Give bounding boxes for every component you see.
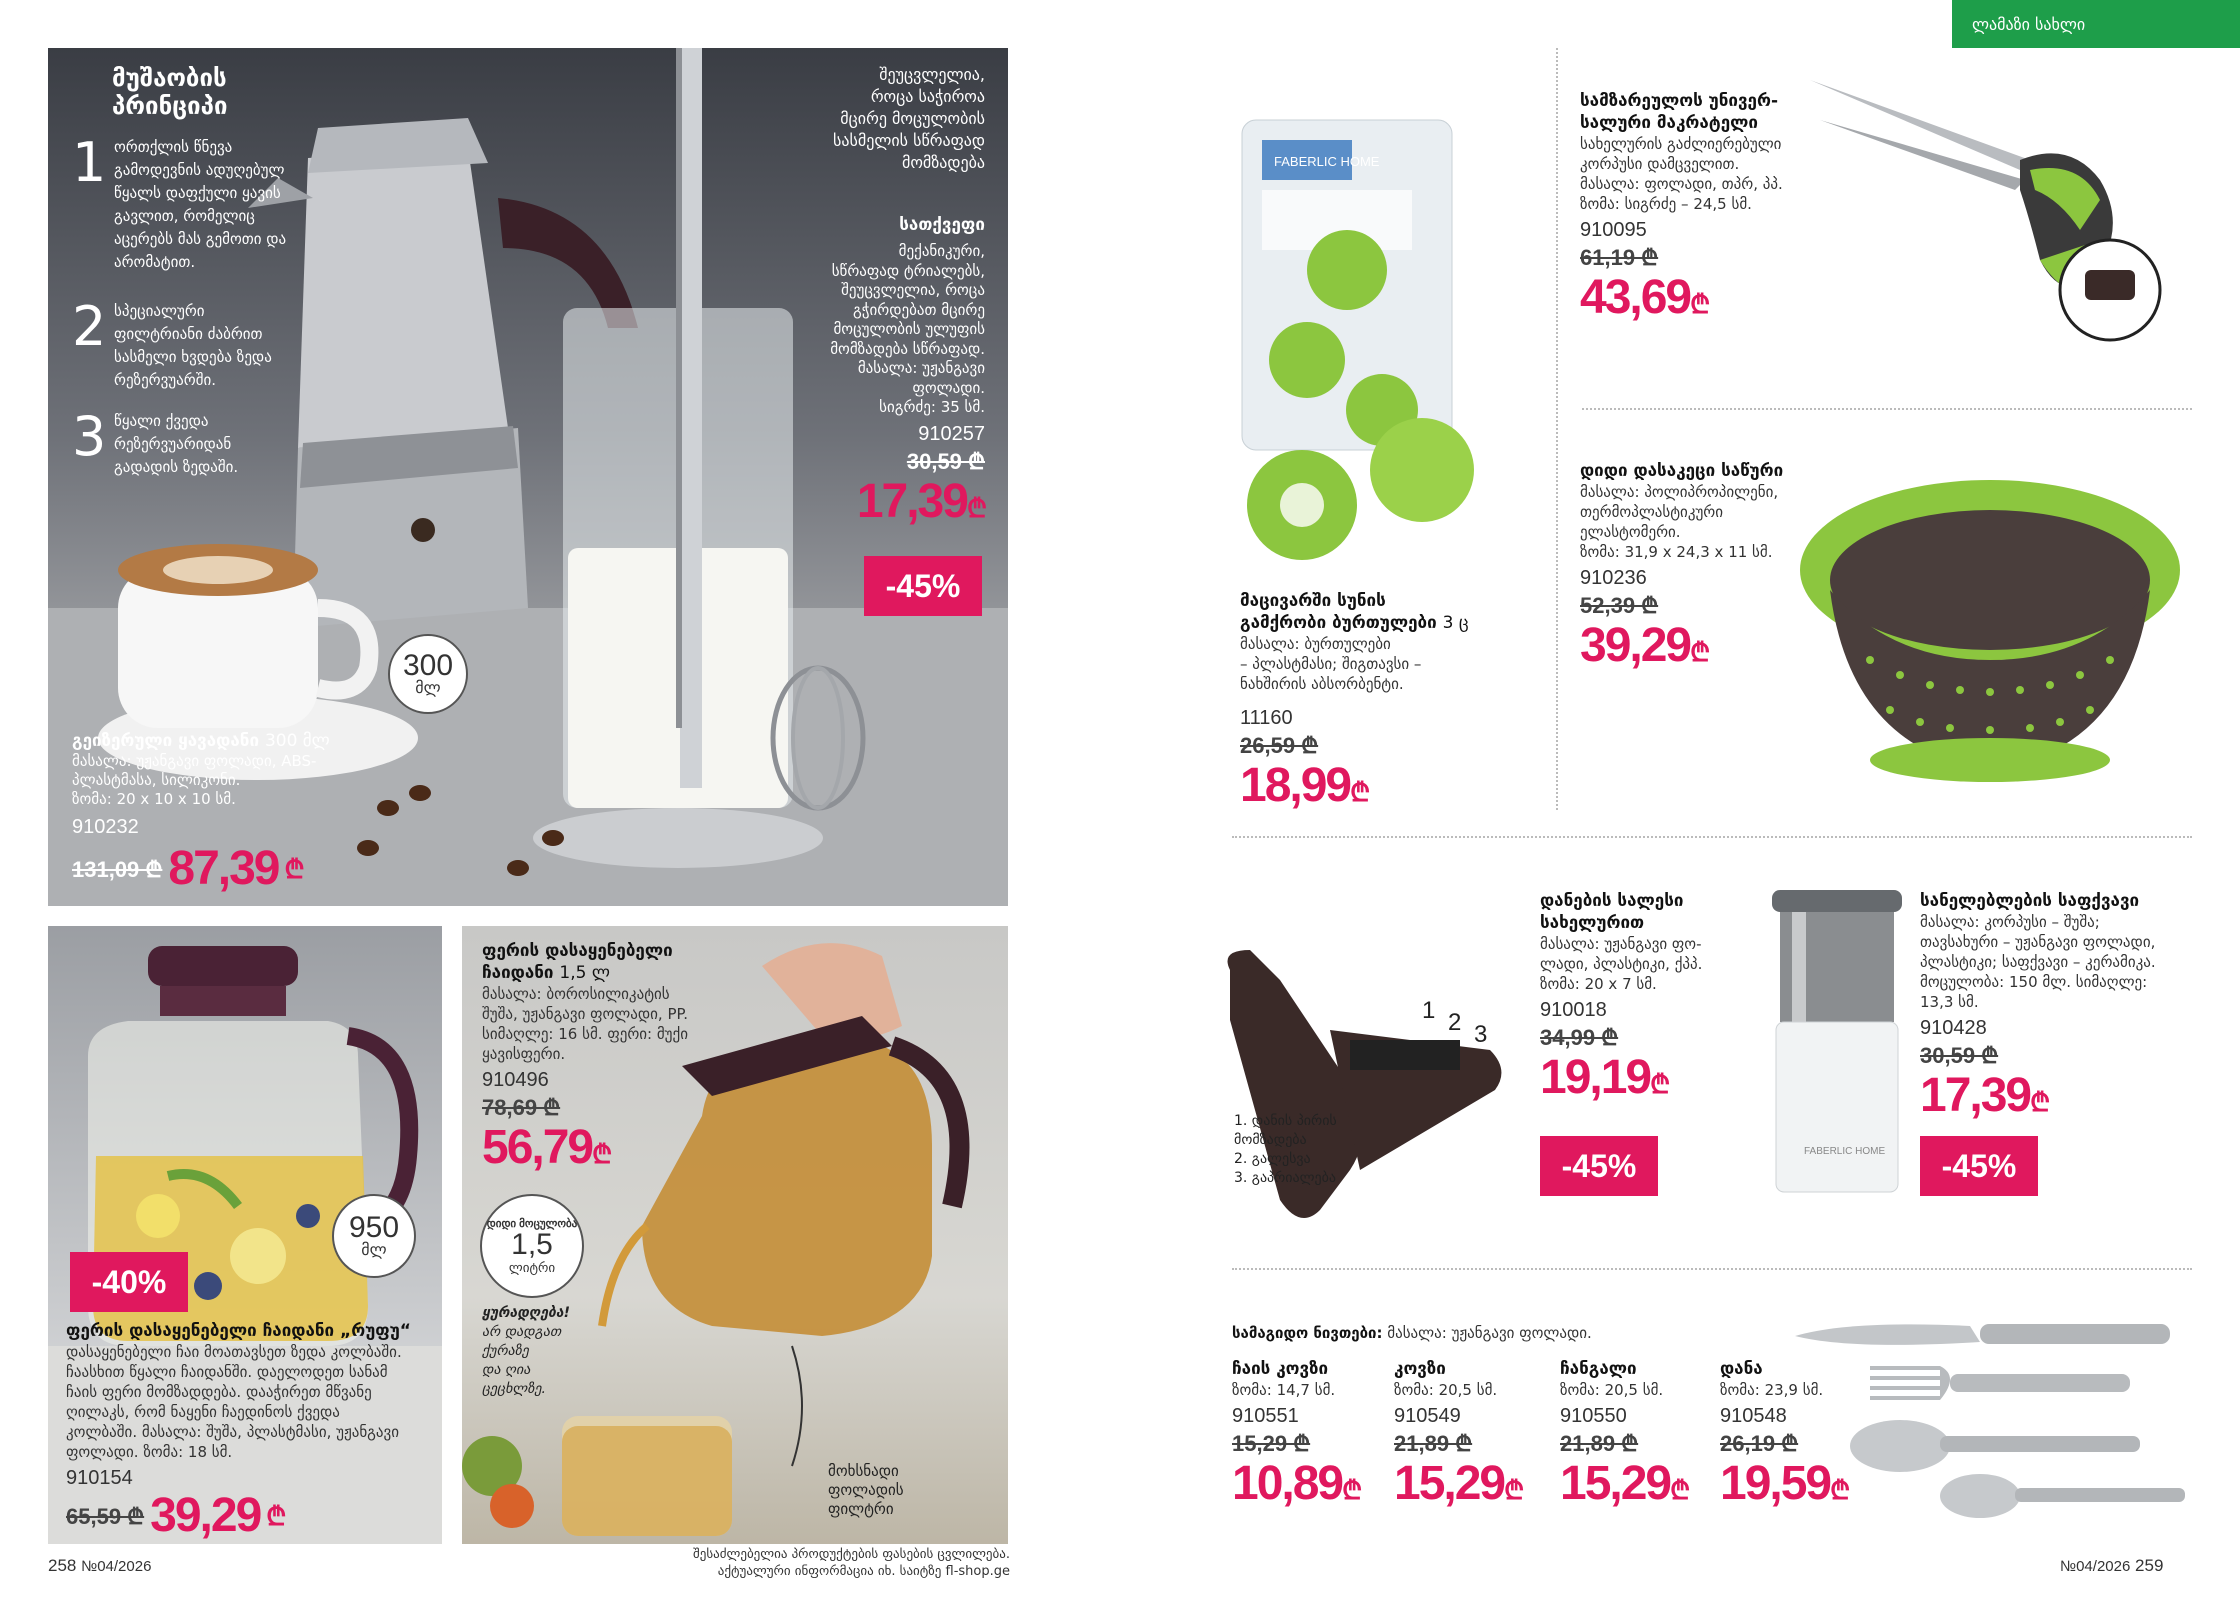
cutlery-heading-title: სამაგიდო ნივთები: [1232, 1324, 1383, 1342]
colander-desc-4: ზომა: 31,9 x 24,3 x 11 სმ. [1580, 543, 1773, 561]
principle-title-line1: მუშაობის [112, 64, 227, 92]
rufus-title: ფერის დასაყენებელი ჩაიდანი „რუფუ“ [66, 1321, 411, 1341]
colander-old-price: 52,39 ₾ [1580, 593, 1659, 618]
knife-title: დანა [1720, 1359, 1763, 1379]
frother-desc-6: მომზადება სწრაფად. [830, 339, 985, 358]
frother-old-price: 30,59 ₾ [906, 448, 985, 474]
coffee-currency: ₾ [284, 854, 303, 884]
rufus-desc-5: კოლბაში. მასალა: შუშა, პლასტმასი, უჟანგავი [66, 1423, 399, 1441]
large-volume-badge [480, 1194, 584, 1298]
sharpener-legend-3: 2. გალესვა [1234, 1151, 1311, 1167]
sharpener-desc-1: მასალა: უჟანგავი ფო- [1540, 935, 1702, 953]
frother-currency: ₾ [966, 492, 985, 523]
fridge-balls-old-price: 26,59 ₾ [1240, 733, 1319, 758]
grinder-desc-3: პლასტიკი; საფქვავი – კერამიკა. [1920, 953, 2156, 971]
rufus-volume-unit: მლ [361, 1242, 387, 1259]
fridge-balls-new-price: 18,99 [1240, 759, 1351, 812]
frother-desc-1: მექანიკური, [898, 242, 985, 260]
fridge-balls-title-1: მაცივარში სუნის [1240, 591, 1386, 611]
frother-new-price: 17,39 [856, 474, 967, 528]
step-1-number: 1 [72, 131, 107, 194]
glass-teapot-new-price: 56,79 [482, 1121, 593, 1174]
coffee-new-price: 87,39 [168, 842, 279, 895]
step-2-number: 2 [72, 295, 107, 358]
coffee-desc-3: ზომა: 20 x 10 x 10 სმ. [72, 790, 236, 808]
divider-bottom [1232, 1268, 2192, 1270]
rufus-desc-1: დასაყენებელი ჩაი მოათავსეთ ზედა კოლბაში. [66, 1343, 402, 1361]
frother-intro [760, 64, 985, 174]
filter-label [828, 1462, 948, 1519]
sharpener-code: 910018 [1540, 999, 1607, 1021]
fridge-balls-desc-1: მასალა: ბურთულები [1240, 635, 1391, 653]
fork-size: ზომა: 20,5 სმ. [1560, 1381, 1664, 1399]
frother-desc-2: სწრაფად ტრიალებს, [831, 261, 985, 280]
rufus-product-info [66, 1320, 436, 1542]
coffee-volume-badge [388, 634, 468, 714]
step-3-text: წყალი ქვედა რეზერვუარიდან გადადის ზედაში. [114, 412, 239, 476]
grinder-currency: ₾ [2030, 1087, 2049, 1117]
fridge-balls-product-info [1240, 590, 1540, 818]
coffee-title-volume: 300 მლ [264, 731, 330, 751]
grinder-label: FABERLIC HOME [1804, 1146, 1886, 1157]
fridge-balls-desc-3: ნახშირის აბსორბენტი. [1240, 675, 1404, 693]
glass-teapot-desc-3: სიმაღლე: 16 სმ. ფერი: მუქი [482, 1025, 688, 1043]
coffee-code: 910232 [72, 816, 139, 838]
coffee-old-price: 131,09 ₾ [72, 857, 163, 882]
sharpener-new-price: 19,19 [1540, 1051, 1651, 1104]
scissors-old-price: 61,19 ₾ [1580, 245, 1659, 270]
teaspoon-title: ჩაის კოვზი [1232, 1359, 1329, 1379]
fridge-balls-title-2: გამქრობი ბურთულები [1240, 613, 1437, 633]
rufus-volume-number: 950 [348, 1211, 400, 1244]
sharpener-title-2: სახელურით [1540, 913, 1645, 933]
knife-old-price: 26,19 ₾ [1720, 1431, 1799, 1456]
frother-intro-1: შეუცვლელია, [879, 65, 985, 84]
spoon-code: 910549 [1394, 1405, 1461, 1427]
scissors-title-1: სამზარეულოს უნივერ- [1580, 91, 1779, 111]
glass-teapot-desc-1: მასალა: ბოროსილიკატის [482, 985, 670, 1003]
glass-teapot-product-info [482, 940, 722, 1180]
glass-teapot-desc-4: ყავისფერი. [482, 1045, 566, 1063]
colander-desc-3: ელასტომერი. [1580, 523, 1681, 541]
rufus-old-price: 65,59 ₾ [66, 1504, 145, 1529]
cutlery-item-fork [1560, 1358, 1720, 1516]
fork-currency: ₾ [1670, 1475, 1689, 1505]
rufus-discount-badge: -40% [70, 1252, 188, 1312]
rufus-code: 910154 [66, 1467, 133, 1489]
knife-currency: ₾ [1830, 1475, 1849, 1505]
footer-disclaimer [640, 1546, 1010, 1580]
frother-discount-badge: -45% [864, 556, 982, 616]
knife-code: 910548 [1720, 1405, 1787, 1427]
frother-desc-7: მასალა: უჟანგავი [857, 359, 985, 377]
principle-title-line2: პრინციპი [112, 92, 228, 120]
step-1-text: ორთქლის წნევა გამოდევნის ადუღებულ წყალს დაფქული ყავის გავლით, რომელიც აცერებს მას გემოთი და არომატით. [114, 138, 287, 271]
teaspoon-code: 910551 [1232, 1405, 1299, 1427]
filter-label-3: ფილტრი [828, 1500, 894, 1518]
principle-title [112, 64, 227, 120]
glass-teapot-note [482, 1304, 602, 1399]
sharpener-legend [1234, 1112, 1384, 1188]
cutlery-item-spoon [1394, 1358, 1554, 1516]
colander-desc-1: მასალა: პოლიპროპილენი, [1580, 483, 1779, 501]
frother-code: 910257 [918, 422, 985, 445]
teaspoon-currency: ₾ [1342, 1475, 1361, 1505]
right-page-issue: №04/2026 [2060, 1558, 2131, 1575]
coffee-desc-2: პლასტმასა, სილიკონი. [72, 771, 241, 789]
fork-new-price: 15,29 [1560, 1457, 1671, 1510]
scissors-desc-2: კორპუსი დამცველით. [1580, 155, 1740, 173]
teaspoon-size: ზომა: 14,7 სმ. [1232, 1381, 1336, 1399]
colander-image [1790, 470, 2190, 790]
glass-teapot-note-2: ქურაზე [482, 1343, 529, 1359]
grinder-desc-1: მასალა: კორპუსი – შუშა; [1920, 913, 2100, 931]
rufus-desc-3: ჩაის ფერი მომზადდება. დააჭირეთ მწვანე [66, 1383, 372, 1401]
knife-new-price: 19,59 [1720, 1457, 1831, 1510]
fridge-balls-currency: ₾ [1350, 777, 1369, 807]
colander-new-price: 39,29 [1580, 619, 1691, 672]
rufus-new-price: 39,29 [150, 1489, 261, 1542]
grinder-desc-2: თავსახური – უჟანგავი ფოლადი, [1920, 933, 2156, 951]
footer-disclaimer-1: შესაძლებელია პროდუქტების ფასების ცვლილება. [693, 1547, 1010, 1562]
fridge-balls-qty: 3 ც [1442, 613, 1469, 633]
frother-product-info [780, 214, 985, 534]
frother-intro-3: მცირე მოცულობის [840, 109, 985, 128]
scissors-desc-1: სახელურის გაძლიერებული [1580, 135, 1782, 153]
right-page-num: 259 [2135, 1556, 2164, 1575]
rufus-desc-4: ღილაკს, რომ ნაყენი ჩაედინოს ქვედა [66, 1403, 340, 1421]
sharpener-title-1: დანების სალესი [1540, 891, 1684, 911]
large-volume-number: 1,5 [511, 1227, 553, 1261]
divider-top-right [1582, 408, 2192, 410]
knife-size: ზომა: 23,9 სმ. [1720, 1381, 1824, 1399]
grinder-desc-5: 13,3 სმ. [1920, 993, 1979, 1011]
left-page-num: 258 [48, 1556, 77, 1575]
rufus-desc-2: ჩაასხით წყალი ჩაიდანში. დაელოდეთ სანამ [66, 1363, 388, 1381]
cutlery-item-teaspoon [1232, 1358, 1392, 1516]
sharpener-product-info [1540, 890, 1760, 1110]
sharpener-legend-2: მომზადება [1234, 1132, 1307, 1148]
teaspoon-new-price: 10,89 [1232, 1457, 1343, 1510]
coffee-volume-number: 300 [402, 649, 454, 682]
glass-teapot-title-volume: 1,5 ლ [559, 963, 610, 983]
filter-label-1: მოხსნადი [828, 1462, 899, 1480]
coffee-desc-1: მასალა: უჟანგავი ფოლადი, ABS- [72, 752, 317, 770]
grinder-product-info [1920, 890, 2190, 1128]
frother-intro-5: მომზადება [901, 153, 985, 172]
grinder-title: სანელებლების საფქვავი [1920, 891, 2140, 911]
grinder-code: 910428 [1920, 1017, 1987, 1039]
step-2-text: სპეციალური ფილტრიანი ძაბრით სასმელი ხვდება ზედა რეზერვუარში. [114, 302, 272, 389]
glass-teapot-old-price: 78,69 ₾ [482, 1095, 561, 1120]
cutlery-heading [1232, 1324, 1592, 1342]
step-3-number: 3 [72, 405, 107, 468]
frother-intro-2: როცა საჭიროა [870, 87, 985, 106]
spoon-size: ზომა: 20,5 სმ. [1394, 1381, 1498, 1399]
glass-teapot-currency: ₾ [592, 1139, 611, 1169]
grinder-old-price: 30,59 ₾ [1920, 1043, 1999, 1068]
sharpener-old-price: 34,99 ₾ [1540, 1025, 1619, 1050]
sharpener-legend-4: 3. გაპრიალება [1234, 1170, 1337, 1186]
filter-label-2: ფოლადის [828, 1481, 904, 1499]
colander-title: დიდი დასაკეცი საწური [1580, 461, 1784, 481]
left-page-issue: №04/2026 [81, 1558, 152, 1575]
frother-desc-3: შეუცვლელია, როცა [841, 281, 985, 299]
large-volume-arc-text: დიდი მოცულობა [486, 1217, 578, 1230]
rufus-currency: ₾ [266, 1501, 285, 1531]
fork-old-price: 21,89 ₾ [1560, 1431, 1639, 1456]
fridge-balls-desc-2: – პლასტმასი; შიგთავსი – [1240, 655, 1422, 673]
glass-teapot-note-title: ყურადღება! [482, 1305, 571, 1321]
scissors-title-2: სალური მაკრატელი [1580, 113, 1758, 133]
sharpener-legend-1: 1. დანის პირის [1234, 1113, 1337, 1129]
colander-currency: ₾ [1690, 637, 1709, 667]
frother-desc-4: გჭირდებათ მცირე [853, 300, 985, 319]
section-tab[interactable]: ლამაზი სახლი [1952, 0, 2240, 48]
footer-disclaimer-2: აქტუალური ინფორმაცია იხ. საიტზე fl-shop.ge [717, 1564, 1010, 1579]
glass-teapot-desc-2: შუშა, უჟანგავი ფოლადი, PP. [482, 1005, 688, 1023]
coffee-title: გეიზერული ყავადანი [72, 731, 260, 751]
frother-title: სათქვეფი [899, 215, 985, 235]
slot-number-2: 2 [1448, 1009, 1462, 1036]
glass-teapot-note-3: და ღია [482, 1362, 531, 1378]
sharpener-discount-badge: -45% [1540, 1136, 1658, 1196]
glass-teapot-title-1: ფერის დასაყენებელი [482, 941, 673, 961]
grinder-desc-4: მოცულობა: 150 მლ. სიმაღლე: [1920, 973, 2148, 991]
rufus-desc-6: ფოლადი. ზომა: 18 სმ. [66, 1443, 233, 1461]
spoon-old-price: 21,89 ₾ [1394, 1431, 1473, 1456]
scissors-new-price: 43,69 [1580, 271, 1691, 324]
cutlery-heading-material: მასალა: უჟანგავი ფოლადი. [1387, 1324, 1592, 1342]
grinder-image [1762, 890, 1912, 1200]
glass-teapot-note-4: ცეცხლზე. [482, 1381, 546, 1397]
colander-desc-2: თერმოპლასტიკური [1580, 503, 1724, 521]
right-page-number [2060, 1556, 2163, 1576]
slot-number-3: 3 [1474, 1021, 1488, 1048]
slot-number-1: 1 [1422, 997, 1436, 1024]
scissors-currency: ₾ [1690, 289, 1709, 319]
glass-teapot-title-2: ჩაიდანი [482, 963, 554, 983]
frother-desc-8: ფოლადი. [912, 378, 985, 397]
divider-vertical [1556, 48, 1558, 810]
spoon-title: კოვზი [1394, 1359, 1446, 1379]
spoon-new-price: 15,29 [1394, 1457, 1505, 1510]
fridge-pack-brand: FABERLIC HOME [1274, 154, 1380, 169]
cutlery-image [1790, 1306, 2190, 1526]
scissors-code: 910095 [1580, 219, 1647, 241]
fridge-balls-code: 11160 [1240, 707, 1293, 729]
rufus-volume-badge [332, 1194, 416, 1278]
sharpener-desc-2: ლადი, პლასტიკი, ქპპ. [1540, 955, 1703, 973]
glass-teapot-note-1: არ დადგათ [482, 1324, 562, 1340]
fork-code: 910550 [1560, 1405, 1627, 1427]
spoon-currency: ₾ [1504, 1475, 1523, 1505]
scissors-desc-4: ზომა: სიგრძე – 24,5 სმ. [1580, 195, 1752, 213]
glass-teapot-code: 910496 [482, 1069, 549, 1091]
colander-code: 910236 [1580, 567, 1647, 589]
frother-desc-5: მოცულობის ულუფის [833, 320, 985, 338]
coffee-volume-unit: მლ [415, 680, 441, 697]
teaspoon-old-price: 15,29 ₾ [1232, 1431, 1311, 1456]
grinder-discount-badge: -45% [1920, 1136, 2038, 1196]
fork-title: ჩანგალი [1560, 1359, 1637, 1379]
sharpener-desc-3: ზომა: 20 x 7 სმ. [1540, 975, 1657, 993]
large-volume-unit: ლიტრი [508, 1259, 556, 1275]
sharpener-currency: ₾ [1650, 1069, 1669, 1099]
coffee-product-info [72, 730, 352, 895]
frother-desc-9: სიგრძე: 35 სმ. [879, 398, 985, 416]
scissors-image [1800, 60, 2190, 360]
frother-intro-4: სასმელის სწრაფად [833, 131, 985, 150]
grinder-new-price: 17,39 [1920, 1069, 2031, 1122]
divider-middle [1232, 836, 2192, 838]
scissors-desc-3: მასალა: ფოლადი, თპრ, პპ. [1580, 175, 1783, 193]
left-page-number [48, 1556, 151, 1576]
fridge-balls-image [1222, 110, 1542, 580]
